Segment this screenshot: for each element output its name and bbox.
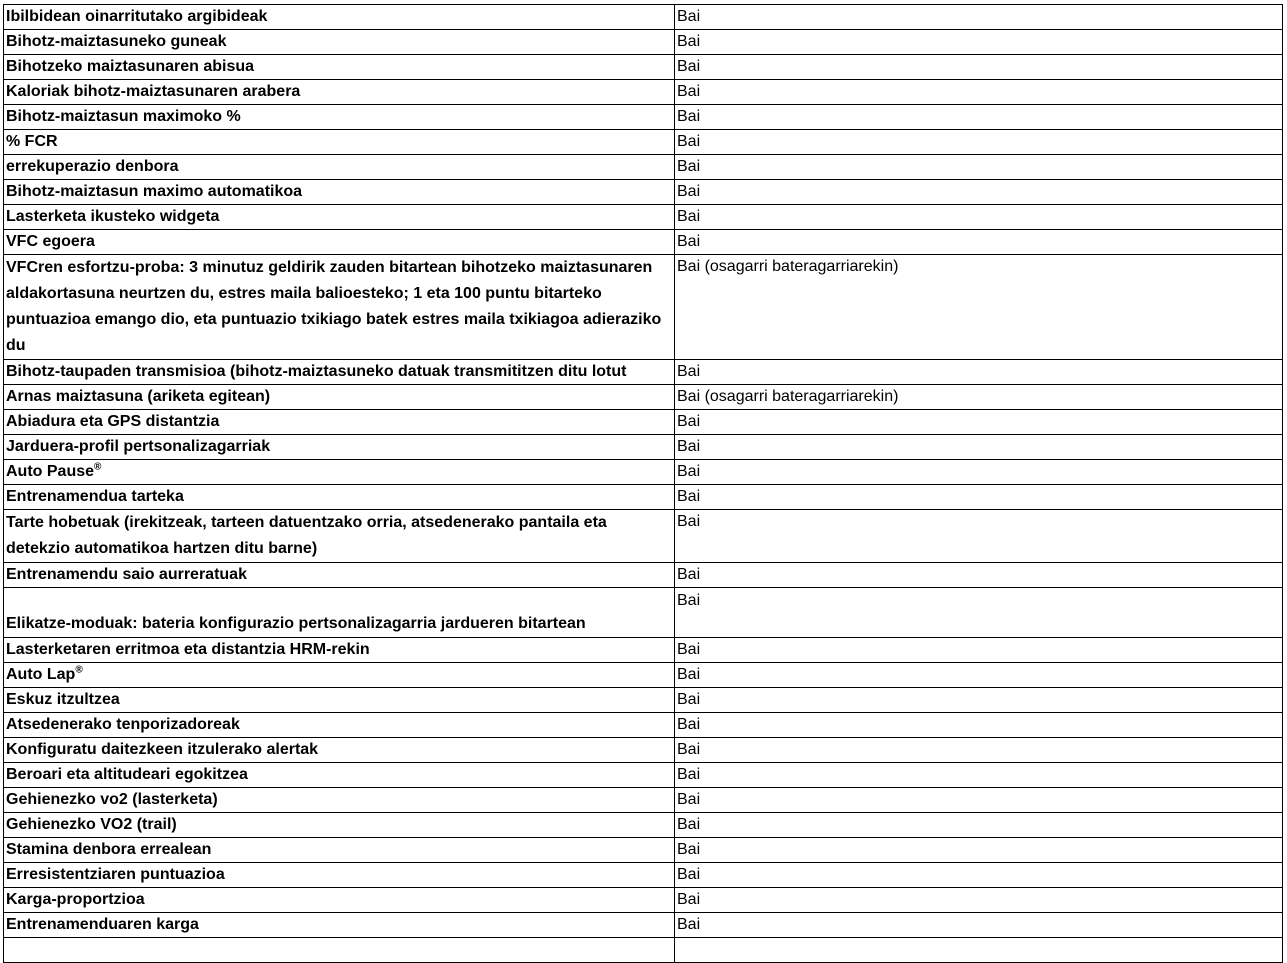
feature-name: Bihotz-maiztasuneko guneak	[4, 30, 675, 55]
table-row	[4, 435, 1283, 460]
feature-name: Entrenamendu saio aurreratuak	[4, 563, 675, 588]
feature-name: Lasterketa ikusteko widgeta	[4, 205, 675, 230]
table-row	[4, 563, 1283, 588]
feature-name: Beroari eta altitudeari egokitzea	[4, 763, 675, 788]
table-row	[4, 663, 1283, 688]
table-row	[4, 688, 1283, 713]
feature-name: Bihotz-taupaden transmisioa (bihotz-maiztasuneko datuak transmititzen ditu lotut	[4, 360, 675, 385]
table-row	[4, 713, 1283, 738]
feature-value: Bai	[675, 588, 1283, 638]
feature-value: Bai	[675, 838, 1283, 863]
feature-value: Bai (osagarri bateragarriarekin)	[675, 255, 1283, 360]
feature-name: Erresistentziaren puntuazioa	[4, 863, 675, 888]
table-row	[4, 155, 1283, 180]
feature-name-text: Auto Pause	[6, 463, 95, 480]
feature-name: Atsedenerako tenporizadoreak	[4, 713, 675, 738]
feature-name: Gehienezko vo2 (lasterketa)	[4, 788, 675, 813]
table-row	[4, 485, 1283, 510]
feature-value: Bai	[675, 888, 1283, 913]
feature-value: Bai	[675, 30, 1283, 55]
feature-value: Bai	[675, 130, 1283, 155]
feature-name: Karga-proportzioa	[4, 888, 675, 913]
feature-name: Eskuz itzultzea	[4, 688, 675, 713]
feature-value: Bai	[675, 5, 1283, 30]
feature-value: Bai	[675, 485, 1283, 510]
table-row	[4, 460, 1283, 485]
registered-mark: ®	[94, 461, 102, 473]
feature-name: Stamina denbora errealean	[4, 838, 675, 863]
feature-value: Bai	[675, 360, 1283, 385]
table-row	[4, 638, 1283, 663]
feature-value: Bai	[675, 713, 1283, 738]
feature-name	[4, 460, 675, 485]
feature-value: Bai	[675, 55, 1283, 80]
feature-value: Bai	[675, 763, 1283, 788]
feature-value: Bai	[675, 105, 1283, 130]
feature-name	[4, 663, 675, 688]
table-row	[4, 510, 1283, 563]
feature-name: Lasterketaren erritmoa eta distantzia HRM-rekin	[4, 638, 675, 663]
feature-name: Gehienezko VO2 (trail)	[4, 813, 675, 838]
feature-name: Arnas maiztasuna (ariketa egitean)	[4, 385, 675, 410]
table-row	[4, 130, 1283, 155]
feature-name-text: Auto Lap	[6, 666, 76, 683]
table-row	[4, 80, 1283, 105]
table-row	[4, 888, 1283, 913]
feature-name: errekuperazio denbora	[4, 155, 675, 180]
table-row	[4, 230, 1283, 255]
feature-value: Bai	[675, 205, 1283, 230]
table-row	[4, 255, 1283, 360]
feature-value: Bai	[675, 230, 1283, 255]
table-row	[4, 105, 1283, 130]
table-row	[4, 410, 1283, 435]
feature-name: % FCR	[4, 130, 675, 155]
feature-table	[3, 4, 1283, 963]
table-row	[4, 763, 1283, 788]
feature-name: Tarte hobetuak (irekitzeak, tarteen datuentzako orria, atsedenerako pantaila eta detekzio automatikoa hartzen ditu barne)	[4, 510, 675, 563]
feature-value: Bai	[675, 663, 1283, 688]
feature-name: Bihotzeko maiztasunaren abisua	[4, 55, 675, 80]
table-row	[4, 180, 1283, 205]
feature-value: Bai	[675, 863, 1283, 888]
registered-mark: ®	[75, 664, 83, 676]
table-row	[4, 838, 1283, 863]
feature-name: Jarduera-profil pertsonalizagarriak	[4, 435, 675, 460]
table-row	[4, 913, 1283, 938]
feature-value: Bai	[675, 738, 1283, 763]
feature-value: Bai	[675, 688, 1283, 713]
table-row	[4, 385, 1283, 410]
feature-name: VFCren esfortzu-proba: 3 minutuz geldirik zauden bitartean bihotzeko maiztasunaren aldakortasuna neurtzen du, estres maila balioesteko; 1 eta 100 puntu bitarteko puntuazioa emango dio, eta puntuazio txikiago batek estres maila txikiagoa adieraziko du	[4, 255, 675, 360]
feature-value: Bai	[675, 788, 1283, 813]
feature-value: Bai	[675, 813, 1283, 838]
feature-value: Bai	[675, 563, 1283, 588]
feature-name: Bihotz-maiztasun maximo automatikoa	[4, 180, 675, 205]
feature-name: Bihotz-maiztasun maximoko %	[4, 105, 675, 130]
feature-name: Entrenamendua tarteka	[4, 485, 675, 510]
table-row	[4, 788, 1283, 813]
table-row	[4, 55, 1283, 80]
feature-name: VFC egoera	[4, 230, 675, 255]
feature-value: Bai	[675, 510, 1283, 563]
feature-name: Entrenamenduaren karga	[4, 913, 675, 938]
feature-value: Bai	[675, 180, 1283, 205]
feature-name: Kaloriak bihotz-maiztasunaren arabera	[4, 80, 675, 105]
feature-name: Konfiguratu daitezkeen itzulerako alertak	[4, 738, 675, 763]
table-row	[4, 813, 1283, 838]
feature-value: Bai	[675, 638, 1283, 663]
feature-value: Bai	[675, 460, 1283, 485]
feature-name: Ibilbidean oinarritutako argibideak	[4, 5, 675, 30]
table-row	[4, 738, 1283, 763]
feature-name: Abiadura eta GPS distantzia	[4, 410, 675, 435]
table-row	[4, 30, 1283, 55]
table-row	[4, 205, 1283, 230]
feature-value: Bai	[675, 435, 1283, 460]
feature-value: Bai	[675, 155, 1283, 180]
feature-value: Bai	[675, 410, 1283, 435]
table-row	[4, 863, 1283, 888]
feature-value: Bai	[675, 80, 1283, 105]
feature-value: Bai	[675, 913, 1283, 938]
feature-value: Bai (osagarri bateragarriarekin)	[675, 385, 1283, 410]
table-row	[4, 588, 1283, 638]
table-row	[4, 360, 1283, 385]
table-row	[4, 5, 1283, 30]
feature-name: Elikatze-moduak: bateria konfigurazio pertsonalizagarria jardueren bitartean	[4, 588, 675, 638]
